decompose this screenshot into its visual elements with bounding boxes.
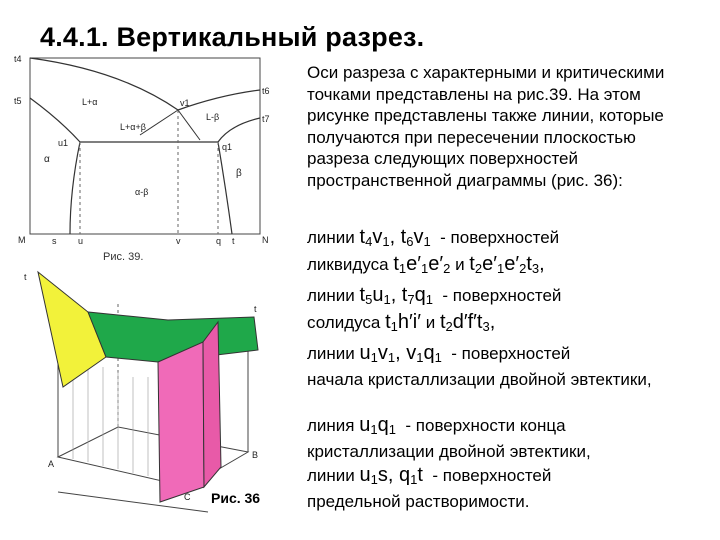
item-solubility: линии $u_1s$, $q_1t$ - поверхностей предельной растворимости.: [307, 464, 552, 511]
label-l-alpha: L+α: [82, 97, 98, 107]
label-v1: v1: [180, 98, 190, 108]
label-u: u: [78, 236, 84, 246]
label-alpha-beta: α-β: [135, 187, 149, 197]
label-t4: t4: [14, 54, 22, 64]
label-n: N: [262, 235, 269, 245]
item-eutectic-start: линии $u_1v_1$, $v_1q_1$ - поверхностей начала кристаллизации двойной эвтектики,: [307, 342, 652, 389]
label-t7: t7: [262, 114, 270, 124]
svg-text:A: A: [48, 459, 55, 469]
label-t5: t5: [14, 96, 22, 106]
label-v: v: [176, 236, 181, 246]
figure-36-caption: Рис. 36: [211, 490, 261, 506]
slide-title: 4.4.1. Вертикальный разрез.: [40, 22, 425, 52]
label-m: M: [18, 235, 26, 245]
label-beta: β: [236, 168, 242, 179]
item-liquidus: линии $t_4v_1$, $t_6v_1$ - поверхностей ликвидуса $t_1e'_1e'_2$ и $t_2e'_1e'_2t_3$,: [307, 226, 560, 276]
svg-text:B: B: [252, 450, 259, 460]
svg-text:t: t: [24, 272, 27, 282]
item-eutectic-end: линия $u_1q_1$ - поверхности конца кристаллизации двойной эвтектики,: [307, 414, 591, 461]
figure-39-section-diagram: [0, 50, 290, 250]
label-q1: q1: [222, 142, 233, 152]
label-l-alpha-beta: L+α+β: [120, 122, 146, 132]
label-q: q: [216, 236, 222, 246]
label-alpha: α: [44, 154, 50, 165]
intro-paragraph: Оси разреза с характерными и критическими точками представлены на рис.39. На этом рисунке представлены также линии, которые получаются при пересечении плоскостью разреза следующих поверхностей пространственной диаграммы (рис. 36):: [307, 63, 665, 190]
svg-text:t: t: [254, 304, 257, 314]
svg-text:C: C: [184, 492, 191, 502]
figure-39-caption: Рис. 39.: [103, 251, 144, 263]
label-u1: u1: [58, 138, 69, 148]
item-solidus: линии $t_5u_1$, $t_7q_1$ - поверхностей солидуса $t_1h'i'$ и $t_2d'f't_3$,: [307, 284, 562, 334]
label-t: t: [232, 236, 235, 246]
label-l-beta: L-β: [206, 112, 220, 122]
label-t6: t6: [262, 86, 270, 96]
label-s: s: [52, 236, 57, 246]
